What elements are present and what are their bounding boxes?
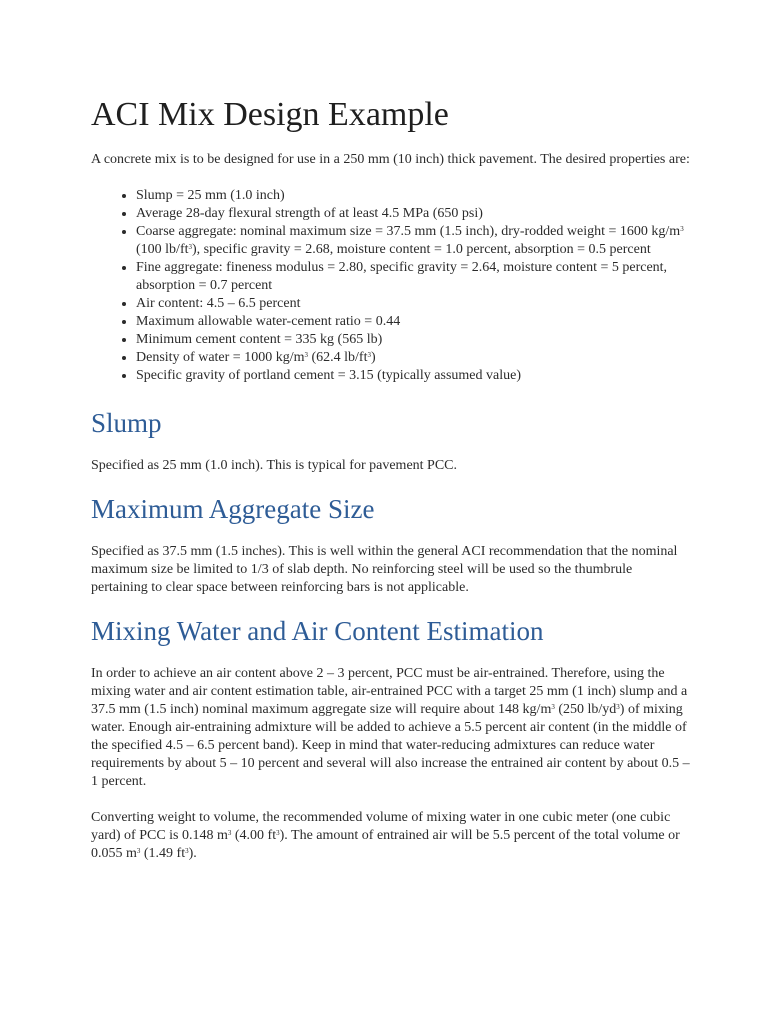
list-item bbox=[136, 295, 691, 313]
mixing-water-paragraph-1: In order to achieve an air content above 2 – 3 percent, PCC must be air-entrained. Therefore, using the mixing water and air content estimation table, air-entrained PCC with a target 25 mm (1 inch) slump and a 37.5 mm (1.5 inch) nominal maximum aggregate size will require about 148 $kg/m^3$ (250 $lb/yd^3$) of mixing water. Enough air-entraining admixture will be added to achieve a 5.5 percent air content (in the middle of the specified 4.5 – 6.5 percent band). Keep in mind that water-reducing admixtures can reduce water requirements by about 5 – 10 percent and several will also increase the entrained air content by about 0.5 – 1 percent. bbox=[91, 666, 690, 789]
superscript: 3 bbox=[551, 703, 555, 711]
list-item bbox=[136, 313, 691, 331]
list-item bbox=[136, 205, 691, 223]
list-item-text: ) bbox=[370, 350, 376, 365]
list-item-text: Air content: 4.5 – 6.5 percent bbox=[136, 296, 301, 311]
mixing-water-paragraph-2: Converting weight to volume, the recommended volume of mixing water in one cubic meter (one cubic yard) of PCC is 0.148 $m^3$ (4.00 $ft^3$). The amount of entrained air will be 5.5 percent of the total volume or 0.055 $m^3$ (1.49 $ft^3$). bbox=[91, 810, 680, 861]
superscript: 3 bbox=[185, 847, 189, 855]
list-item-text: (100 lb/ft bbox=[136, 242, 189, 257]
list-item-text: (62.4 lb/ft bbox=[307, 350, 368, 365]
list-item bbox=[136, 223, 691, 259]
list-item bbox=[136, 349, 691, 367]
section-heading-max-aggregate: Maximum Aggregate Size bbox=[91, 494, 375, 524]
list-item bbox=[136, 331, 691, 349]
list-item-text: Density of water = 1000 kg/m bbox=[136, 350, 305, 365]
list-item-text: Maximum allowable water-cement ratio = 0.44 bbox=[136, 314, 401, 329]
document-content bbox=[91, 95, 691, 881]
superscript: 3 bbox=[304, 351, 308, 359]
superscript: 3 bbox=[367, 351, 371, 359]
list-item-text: Specific gravity of portland cement = 3.15 (typically assumed value) bbox=[136, 368, 521, 383]
intro-paragraph: A concrete mix is to be designed for use in a 250 mm (10 inch) thick pavement. The desired properties are: bbox=[91, 152, 690, 167]
max-aggregate-paragraph: Specified as 37.5 mm (1.5 inches). This is well within the general ACI recommendation that the nominal maximum size be limited to 1/3 of slab depth. No reinforcing steel will be used so the thumbrule pertaining to clear space between reinforcing bars is not applicable. bbox=[91, 544, 678, 595]
superscript: 3 bbox=[616, 703, 620, 711]
section-heading-mixing-water: Mixing Water and Air Content Estimation bbox=[91, 616, 544, 646]
list-item-text: Minimum cement content = 335 kg (565 lb) bbox=[136, 332, 383, 347]
slump-paragraph: Specified as 25 mm (1.0 inch). This is typical for pavement PCC. bbox=[91, 458, 458, 473]
list-item-text: Coarse aggregate: nominal maximum size = 37.5 mm (1.5 inch), dry-rodded weight = 1600 kg/m bbox=[136, 224, 681, 239]
superscript: 3 bbox=[680, 225, 684, 233]
list-item bbox=[136, 187, 691, 205]
section-heading-slump: Slump bbox=[91, 408, 162, 438]
list-item bbox=[136, 259, 691, 295]
superscript: 3 bbox=[276, 829, 280, 837]
superscript: 3 bbox=[136, 847, 141, 855]
list-item bbox=[136, 367, 691, 385]
list-item-text: Average 28-day flexural strength of at least 4.5 MPa (650 psi) bbox=[136, 206, 483, 221]
list-item-text: ), specific gravity = 2.68, moisture content = 1.0 percent, absorption = 0.5 percent bbox=[192, 242, 651, 257]
list-item-text: Slump = 25 mm (1.0 inch) bbox=[136, 188, 285, 203]
superscript: 3 bbox=[227, 829, 232, 837]
properties-list bbox=[91, 187, 691, 385]
superscript: 3 bbox=[188, 243, 192, 251]
list-item-text: Fine aggregate: fineness modulus = 2.80, specific gravity = 2.64, moisture content = 5 percent, absorption = 0.7 percent bbox=[136, 260, 668, 293]
page-title: ACI Mix Design Example bbox=[91, 96, 449, 133]
